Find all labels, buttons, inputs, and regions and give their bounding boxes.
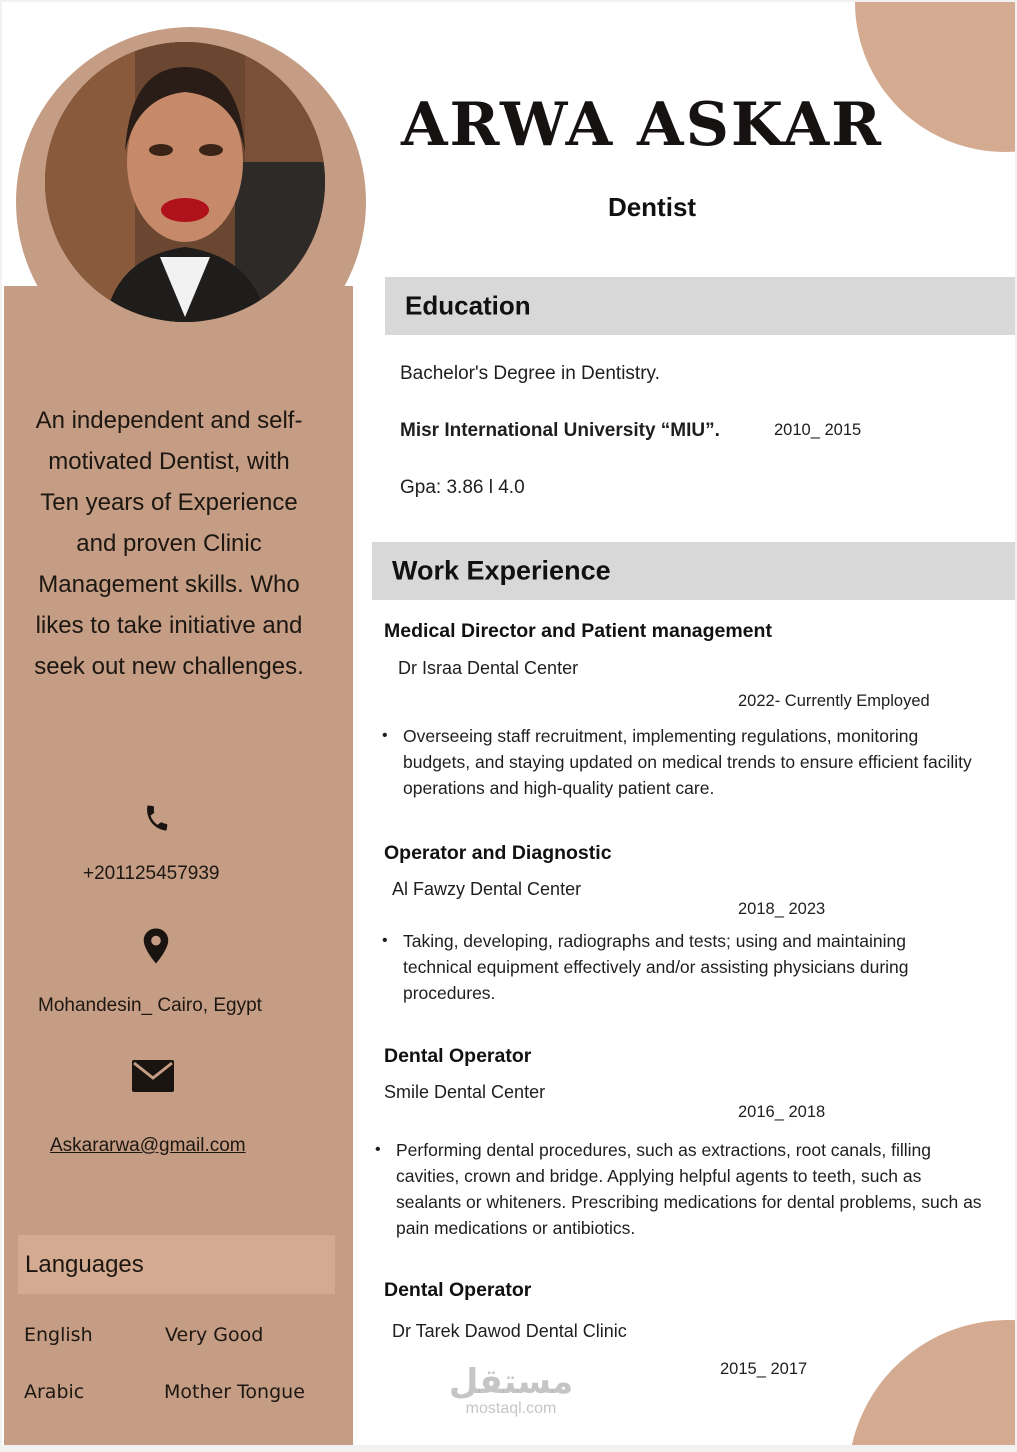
location-pin-icon (142, 928, 170, 969)
job-title: Dental Operator (384, 1279, 532, 1301)
job-description: • Taking, developing, radiographs and tests; using and maintaining technical equipment effectively and/or assisting physicians during procedures. (403, 928, 978, 1006)
resume-page (2, 2, 1015, 1445)
job-role: Dentist (607, 192, 697, 222)
university: Misr International University “MIU”. (400, 420, 720, 441)
watermark (446, 1364, 576, 1418)
decorative-circle-bottom-right (848, 1320, 1015, 1445)
job-place: Smile Dental Center (384, 1082, 546, 1102)
job-dates: 2018_ 2023 (738, 900, 826, 918)
job-place: Dr Tarek Dawod Dental Clinic (392, 1321, 627, 1341)
job-title: Dental Operator (384, 1045, 532, 1067)
mail-icon (132, 1060, 174, 1097)
candidate-name: ARWA ASKAR (400, 90, 884, 160)
job-description: • Performing dental procedures, such as extractions, root canals, filling cavities, crown and bridge. Applying helpful agents to teeth, such as sealants or whiteners. Prescribing medications for dental problems, such as pain medications or antibiotics. (396, 1137, 986, 1241)
education-heading-bar (385, 277, 1015, 335)
job-description: • Overseeing staff recruitment, implementing regulations, monitoring budgets, and staying updated on medical trends to ensure efficient facility operations and high-quality patient care. (403, 723, 983, 801)
gpa: Gpa: 3.86 l 4.0 (400, 477, 525, 498)
job-place: Al Fawzy Dental Center (392, 879, 582, 899)
work-heading-bar (372, 542, 1015, 600)
profile-photo (45, 42, 325, 322)
degree: Bachelor's Degree in Dentistry. (400, 363, 660, 384)
phone-number: +201125457939 (83, 863, 220, 884)
language-name: English (24, 1324, 93, 1346)
phone-icon (142, 800, 172, 841)
watermark-latin: mostaql.com (465, 1400, 557, 1417)
education-years: 2010_ 2015 (774, 421, 862, 439)
profile-summary: An independent and self-motivated Dentist, with Ten years of Experience and proven Clinic Management skills. Who likes to take initiative and seek out new challenges. (34, 407, 304, 680)
job-dates: 2022- Currently Employed (738, 692, 930, 710)
languages-heading-bar (18, 1235, 335, 1294)
work-heading: Work Experience (392, 555, 611, 586)
language-name: Arabic (24, 1381, 85, 1403)
job-dates: 2015_ 2017 (720, 1360, 808, 1378)
watermark-arabic: مستقل (448, 1362, 574, 1402)
email-link[interactable]: Askararwa@gmail.com (50, 1135, 246, 1156)
location: Mohandesin_ Cairo, Egypt (38, 995, 262, 1016)
job-place: Dr Israa Dental Center (398, 658, 579, 678)
job-title: Operator and Diagnostic (384, 842, 612, 864)
job-dates: 2016_ 2018 (738, 1103, 826, 1121)
languages-heading: Languages (25, 1250, 144, 1278)
education-heading: Education (405, 290, 531, 321)
language-level: Very Good (165, 1324, 264, 1346)
job-title: Medical Director and Patient management (384, 620, 772, 642)
language-level: Mother Tongue (164, 1381, 305, 1403)
